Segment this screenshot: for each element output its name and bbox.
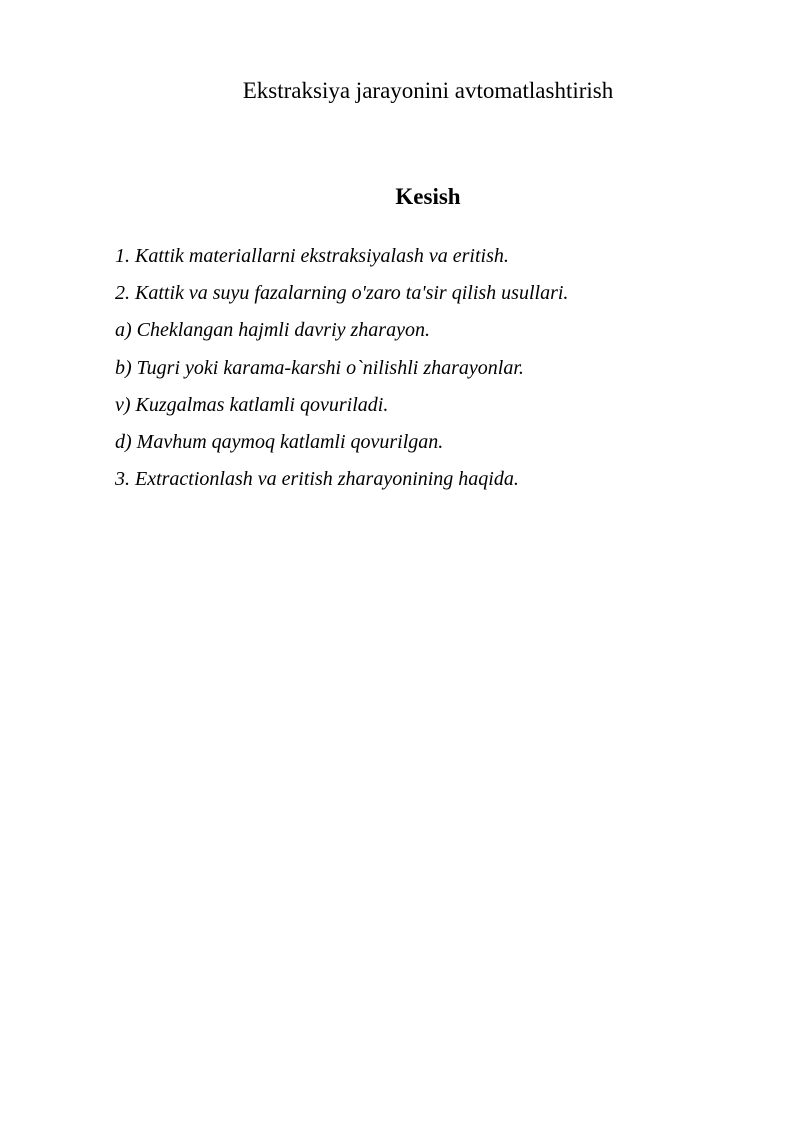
- outline-item: 1. Kattik materiallarni ekstraksiyalash va eritish.: [115, 245, 509, 267]
- section-heading: Kesish: [395, 184, 461, 209]
- outline-item: v) Kuzgalmas katlamli qovuriladi.: [115, 393, 389, 416]
- outline-item: 2. Kattik va suyu fazalarning o'zaro ta'sir qilish usullari.: [115, 282, 569, 305]
- outline-item: b) Tugri yoki karama-karshi o`nilishli zharayonlar.: [115, 356, 524, 379]
- document-title: Ekstraksiya jarayonini avtomatlashtirish: [242, 78, 614, 103]
- outline-list: [115, 242, 755, 502]
- outline-item: d) Mavhum qaymoq katlamli qovurilgan.: [115, 430, 444, 453]
- outline-item: 3. Extractionlash va eritish zharayonining haqida.: [115, 468, 519, 491]
- outline-item: a) Cheklangan hajmli davriy zharayon.: [115, 319, 430, 342]
